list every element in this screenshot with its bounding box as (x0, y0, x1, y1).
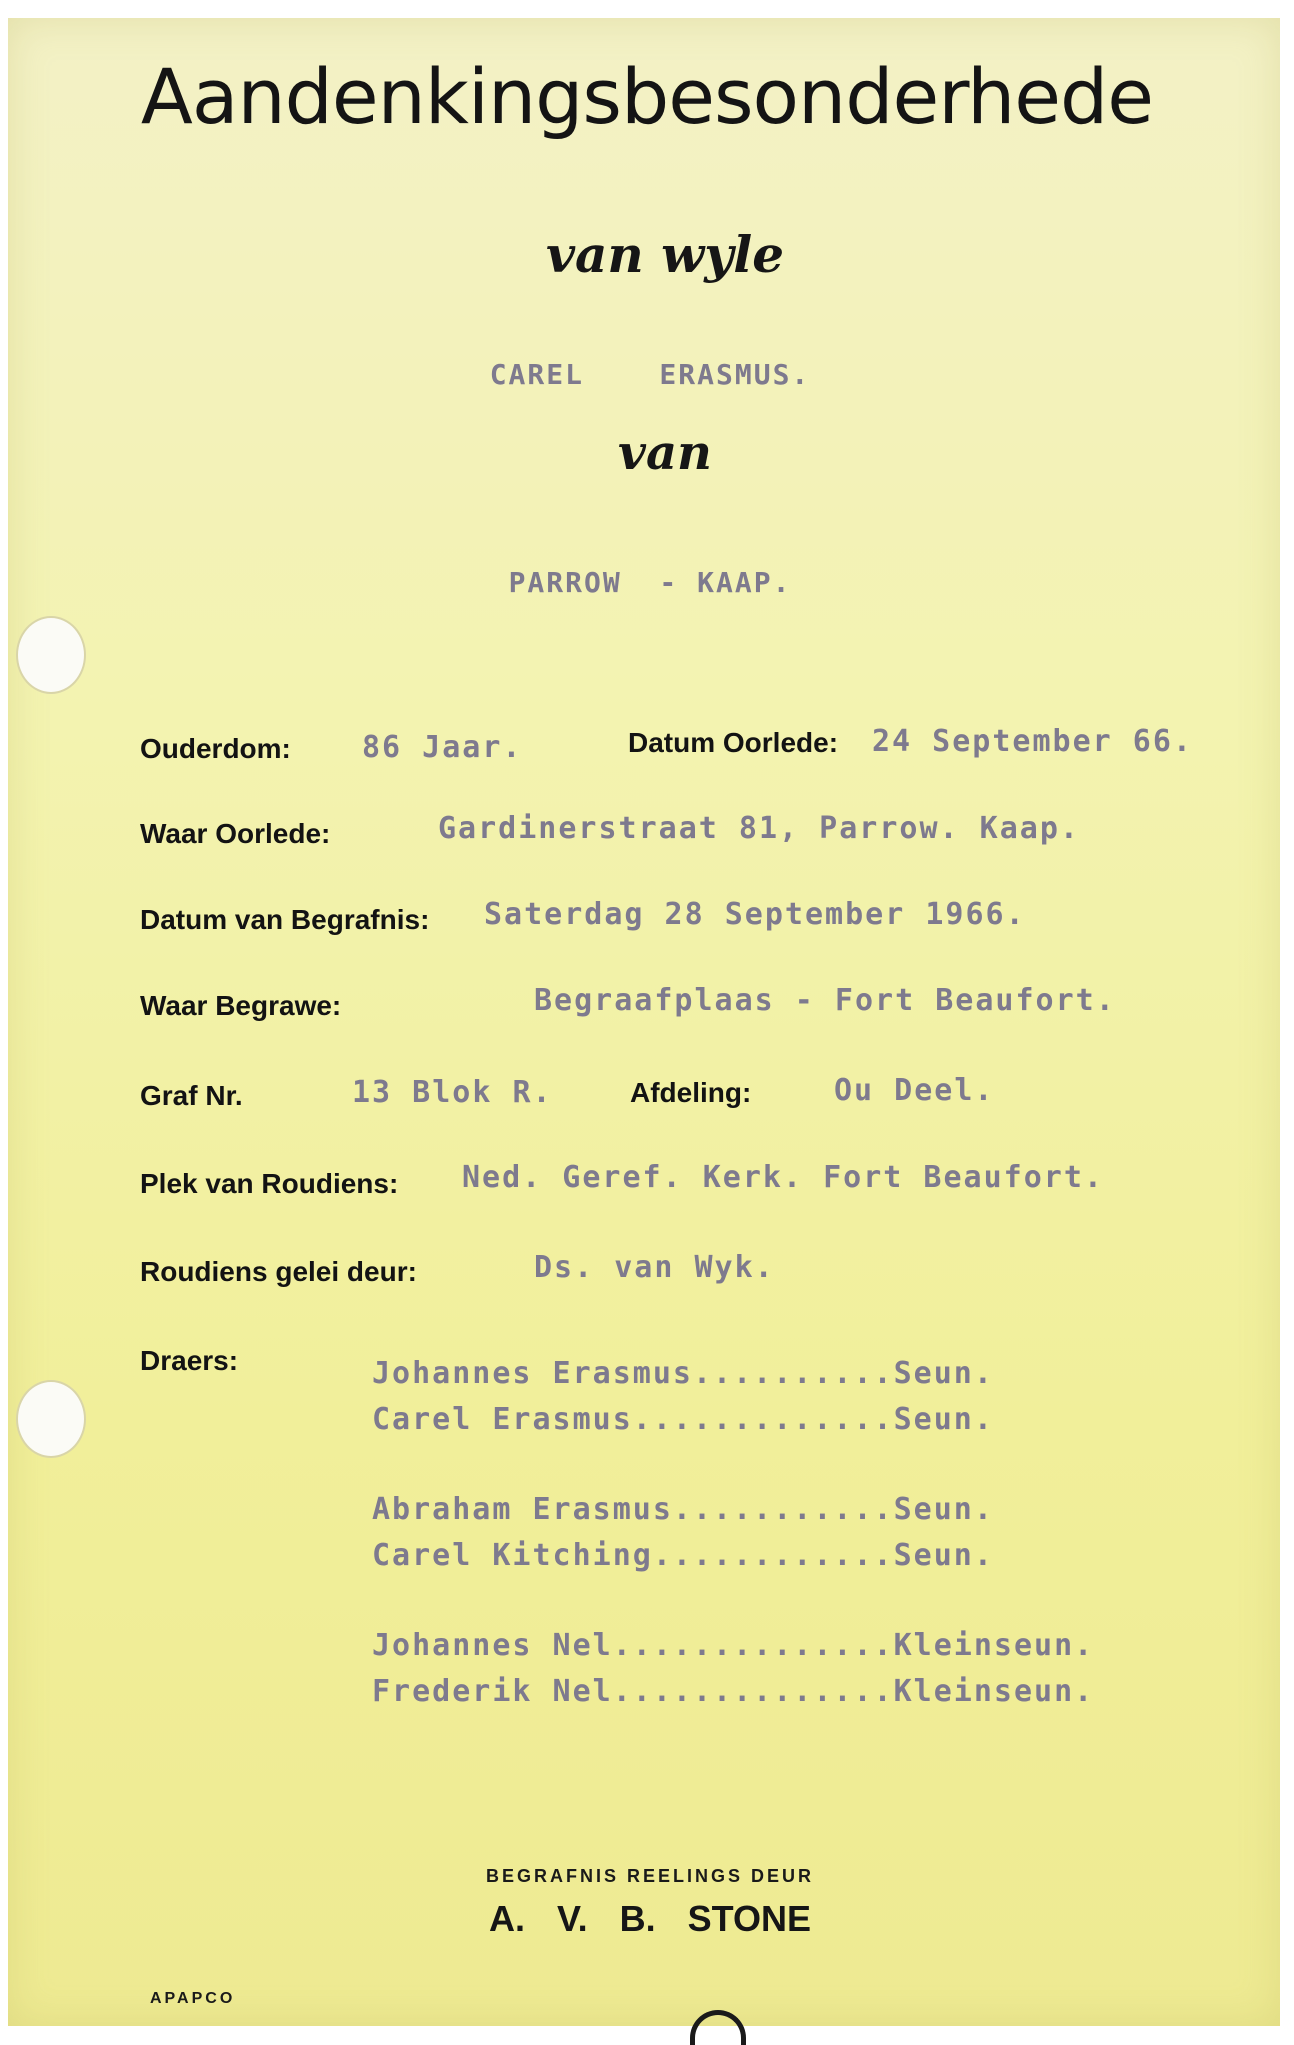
waar-begrawe-label: Waar Begrawe: (140, 990, 342, 1021)
draers-label: Draers: (140, 1345, 239, 1376)
roudiens-plek-value: Ned. Geref. Kerk. Fort Beaufort. (462, 1160, 1104, 1195)
waar-oorlede-label: Waar Oorlede: (140, 818, 331, 849)
datum-oorlede-label: Datum Oorlede: (628, 727, 839, 758)
roudiens-plek-label: Plek van Roudiens: (140, 1168, 399, 1199)
datum-begrafnis-value: Saterdag 28 September 1966. (484, 897, 1026, 932)
punch-hole-top (16, 616, 86, 694)
van-label: van (618, 425, 712, 481)
van-wyle-label: van wyle (545, 225, 785, 284)
bearer-row: Johannes Nel..............Kleinseun. (372, 1628, 1095, 1663)
waar-begrawe-value: Begraafplaas - Fort Beaufort. (534, 983, 1116, 1018)
waar-oorlede-value: Gardinerstraat 81, Parrow. Kaap. (438, 811, 1080, 846)
punch-hole-bottom (16, 1380, 86, 1458)
afdeling-value: Ou Deel. (834, 1073, 995, 1108)
card-title: Aandenkingsbesonderhede (140, 52, 1154, 141)
residence: PARROW - KAAP. (508, 566, 792, 599)
graf-nr-label: Graf Nr. (140, 1080, 243, 1111)
graf-nr-value: 13 Blok R. (352, 1075, 553, 1110)
undertaker-name: A. V. B. STONE (488, 1898, 812, 1939)
bearer-row: Carel Erasmus.............Seun. (372, 1402, 994, 1437)
datum-oorlede-value: 24 September 66. (872, 724, 1193, 759)
afdeling-label: Afdeling: (630, 1077, 752, 1108)
roudiens-gelei-label: Roudiens gelei deur: (140, 1256, 417, 1287)
ouderdom-label: Ouderdom: (140, 733, 291, 764)
datum-begrafnis-label: Datum van Begrafnis: (140, 904, 430, 935)
ouderdom-value: 86 Jaar. (362, 730, 523, 765)
roudiens-gelei-value: Ds. van Wyk. (534, 1250, 775, 1285)
bearer-row: Frederik Nel..............Kleinseun. (372, 1674, 1095, 1709)
bearer-row: Abraham Erasmus...........Seun. (372, 1492, 994, 1527)
printer-mark: APAPCO (150, 1990, 236, 2007)
funeral-arrangements-label: BEGRAFNIS REELINGS DEUR (485, 1866, 815, 1886)
bearer-row: Johannes Erasmus..........Seun. (372, 1356, 994, 1391)
bearer-row: Carel Kitching............Seun. (372, 1538, 994, 1573)
deceased-name: CAREL ERASMUS. (489, 358, 811, 391)
memorial-card (8, 18, 1280, 2026)
